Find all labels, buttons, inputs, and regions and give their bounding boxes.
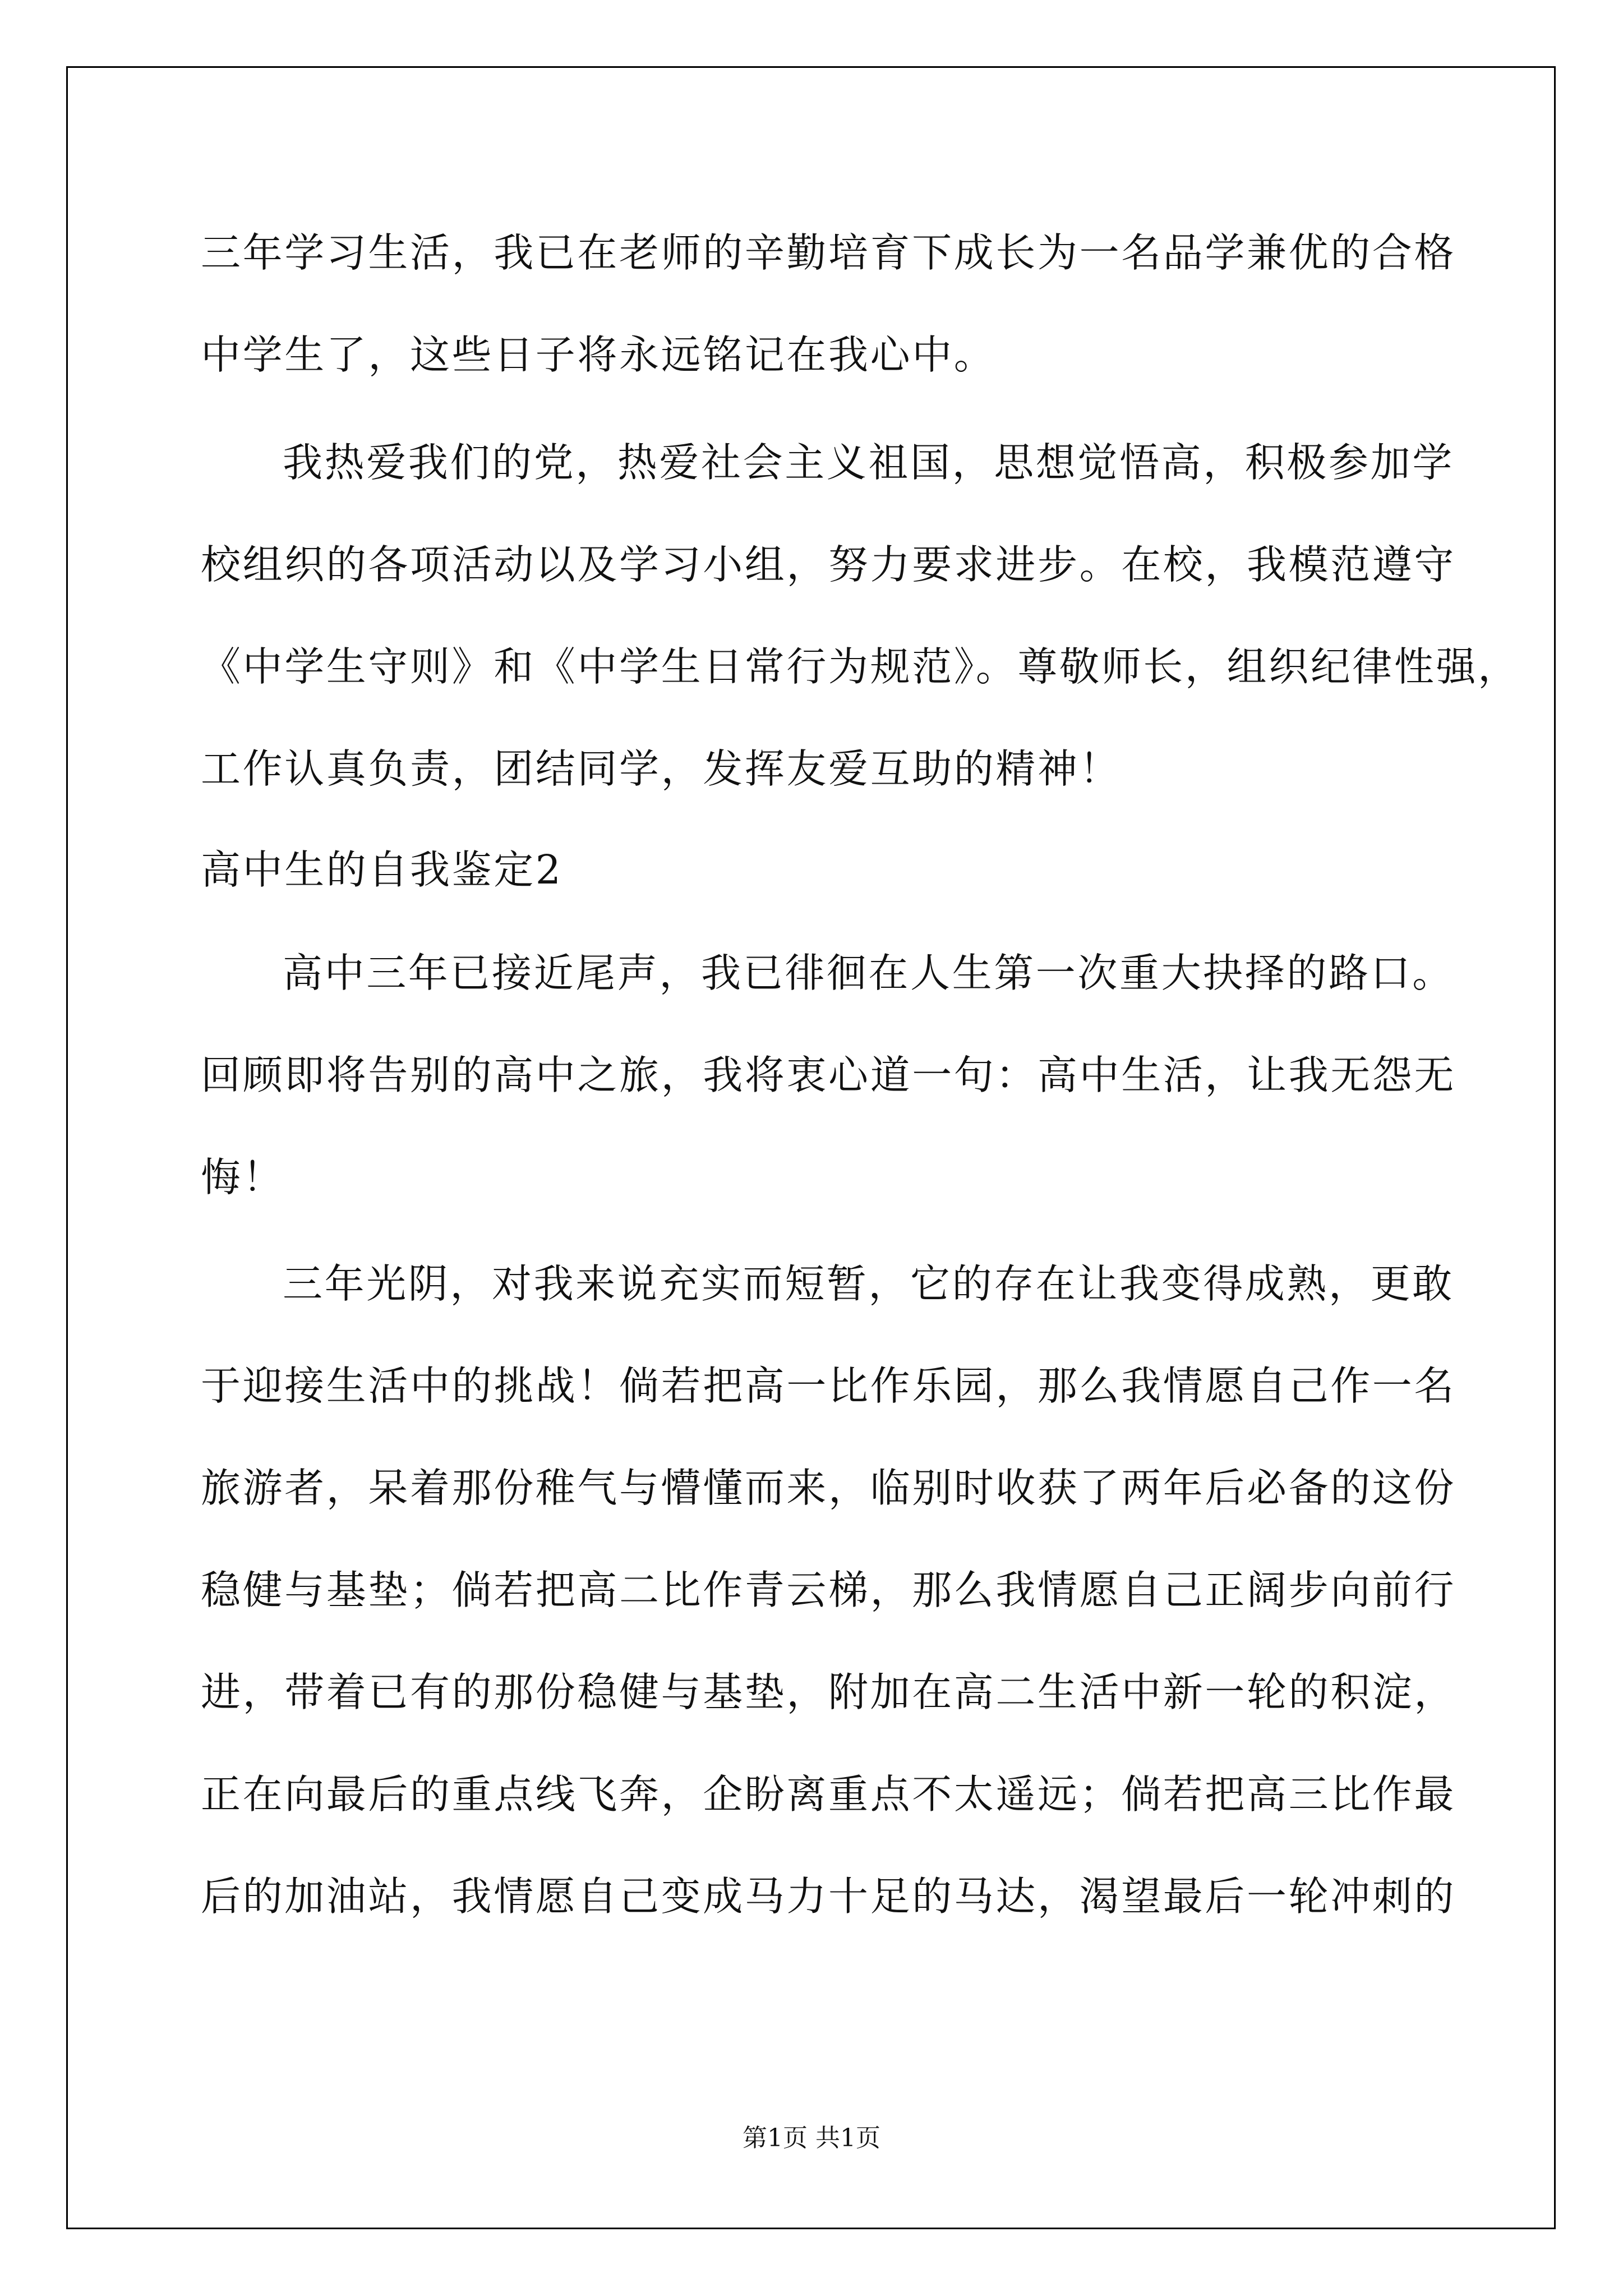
text-line: 正在向最后的重点线飞奔，企盼离重点不太遥远；倘若把高三比作最 xyxy=(201,1771,1456,1818)
page-number-footer: 第1页 共1页 xyxy=(743,2124,880,2152)
text-line: 校组织的各项活动以及学习小组，努力要求进步。在校，我模范遵守 xyxy=(201,541,1456,588)
text-line: 稳健与基垫；倘若把高二比作青云梯，那么我情愿自己正阔步向前行 xyxy=(201,1567,1456,1613)
text-line: 旅游者，呆着那份稚气与懵懂而来，临别时收获了两年后必备的这份 xyxy=(201,1465,1456,1511)
text-line: 回顾即将告别的高中之旅，我将衷心道一句：高中生活，让我无怨无 xyxy=(201,1052,1456,1098)
paragraph-start-line: 三年光阴，对我来说充实而短暂，它的存在让我变得成熟，更敢 xyxy=(283,1260,1454,1307)
text-line: 后的加油站，我情愿自己变成马力十足的马达，渴望最后一轮冲刺的 xyxy=(201,1873,1456,1920)
text-line: 进，带着已有的那份稳健与基垫，附加在高二生活中新一轮的积淀， xyxy=(201,1669,1456,1715)
text-line: 《中学生守则》和《中学生日常行为规范》。尊敬师长，组织纪律性强， xyxy=(201,643,1520,690)
text-line: 悔！ xyxy=(201,1154,285,1200)
text-line: 中学生了，这些日子将永远铭记在我心中。 xyxy=(201,332,996,378)
text-line: 三年学习生活，我已在老师的辛勤培育下成长为一名品学兼优的合格 xyxy=(201,229,1456,276)
section-heading: 高中生的自我鉴定2 xyxy=(201,846,563,893)
text-line: 于迎接生活中的挑战！倘若把高一比作乐园，那么我情愿自己作一名 xyxy=(201,1363,1456,1409)
paragraph-start-line: 高中三年已接近尾声，我已徘徊在人生第一次重大抉择的路口。 xyxy=(283,950,1454,996)
text-line: 工作认真负责，团结同学，发挥友爱互助的精神！ xyxy=(201,746,1122,792)
paragraph-start-line: 我热爱我们的党，热爱社会主义祖国，思想觉悟高，积极参加学 xyxy=(283,439,1454,486)
